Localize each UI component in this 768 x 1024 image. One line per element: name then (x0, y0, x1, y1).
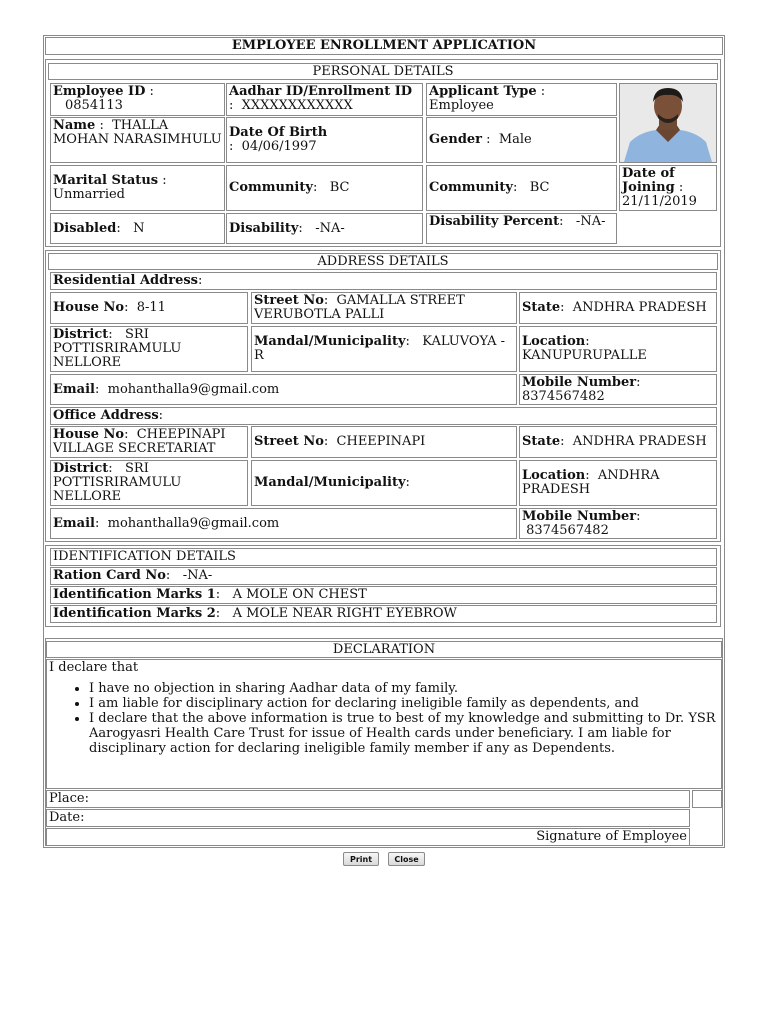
res-email-value: mohanthalla9@gmail.com (107, 381, 280, 397)
off-street-cell: Street No: CHEEPINAPI (251, 426, 517, 458)
employee-id-value: 0854113 (65, 98, 123, 113)
res-location-value: KANUPURUPALLE (522, 348, 647, 363)
name-cell: Name : THALLA MOHAN NARASIMHULU (50, 117, 225, 163)
community-cell: Community: BC (226, 165, 423, 211)
off-mobile-cell: Mobile Number: 8374567482 (519, 508, 717, 539)
declaration-body (46, 659, 722, 789)
disability-value: -NA- (315, 220, 345, 236)
close-button[interactable]: Close (388, 852, 425, 866)
dob-value: 04/06/1997 (241, 139, 317, 154)
employee-photo (619, 83, 717, 163)
place-field: Place: (46, 790, 690, 808)
office-label: Office Address: (50, 407, 717, 425)
mark2-cell: Identification Marks 2: A MOLE NEAR RIGHT EYEBROW (50, 605, 717, 623)
off-email-cell: Email: mohanthalla9@gmail.com (50, 508, 517, 539)
personal-header: PERSONAL DETAILS (48, 63, 718, 80)
declaration-header: DECLARATION (46, 641, 722, 658)
community2-value: BC (529, 180, 550, 195)
off-mobile-value: 8374567482 (526, 522, 609, 538)
off-state-cell: State: ANDHRA PRADESH (519, 426, 717, 458)
print-button[interactable]: Print (343, 852, 379, 866)
off-house-value: CHEEPINAPI VILLAGE SECRETARIAT (53, 427, 226, 456)
off-email-value: mohanthalla9@gmail.com (107, 515, 280, 531)
res-location-cell: Location: KANUPURUPALLE (519, 326, 717, 372)
res-mobile-value: 8374567482 (522, 388, 605, 404)
ration-card-value: -NA- (182, 568, 213, 583)
res-district-cell: District: SRI POTTISRIRAMULU NELLORE (50, 326, 248, 372)
residential-label: Residential Address: (50, 272, 717, 290)
aadhar-value: XXXXXXXXXXXX (241, 98, 353, 113)
declaration-item: • I declare that the above information is true to best of my knowledge and submitting to Dr. YSR Aarogyasri Health Care Trust for issue of Health cards under beneficiary. I am liable for disciplinary action for declaring ineligible family member if any as Dependents. (89, 711, 719, 756)
signature-box (692, 790, 722, 808)
disability-cell: Disability: -NA- (226, 213, 423, 244)
res-mandal-cell: Mandal/Municipality: KALUVOYA - R (251, 326, 517, 372)
off-location-cell: Location: ANDHRA PRADESH (519, 460, 717, 506)
declaration-list (49, 681, 719, 756)
declaration-intro: I declare that (49, 660, 139, 675)
off-street-value: CHEEPINAPI (336, 434, 426, 449)
declaration-item: • I have no objection in sharing Aadhar data of my family. (89, 681, 719, 696)
form-title: EMPLOYEE ENROLLMENT APPLICATION (45, 37, 723, 55)
disability-percent-cell: Disability Percent: -NA- (426, 213, 617, 244)
res-street-value: GAMALLA STREET VERUBOTLA PALLI (254, 293, 465, 322)
res-state-cell: State: ANDHRA PRADESH (519, 292, 717, 324)
off-location-value: ANDHRA PRADESH (522, 468, 660, 497)
res-street-cell: Street No: GAMALLA STREET VERUBOTLA PALLI (251, 292, 517, 324)
off-mandal-cell: Mandal/Municipality: (251, 460, 517, 506)
mark2-value: A MOLE NEAR RIGHT EYEBROW (232, 606, 457, 621)
res-district-value: SRI POTTISRIRAMULU NELLORE (53, 327, 182, 370)
res-house-value: 8-11 (136, 300, 166, 315)
off-district-cell: District: SRI POTTISRIRAMULU NELLORE (50, 460, 248, 506)
name-value: THALLA MOHAN NARASIMHULU (53, 118, 222, 147)
gender-value: Male (498, 132, 532, 147)
ration-card-cell: Ration Card No: -NA- (50, 567, 717, 585)
applicant-type-cell: Applicant Type : Employee (426, 83, 617, 116)
applicant-type-value: Employee (429, 98, 494, 113)
res-house-cell: House No: 8-11 (50, 292, 248, 324)
community-value: BC (329, 180, 350, 195)
employee-id-cell: Employee ID : 0854113 (50, 83, 225, 116)
off-district-value: SRI POTTISRIRAMULU NELLORE (53, 461, 182, 504)
doj-value: 21/11/2019 (622, 194, 697, 209)
marital-value: Unmarried (53, 187, 126, 202)
identification-header: IDENTIFICATION DETAILS (50, 548, 717, 566)
address-header: ADDRESS DETAILS (48, 253, 718, 270)
signature-label: Signature of Employee (46, 828, 690, 846)
off-house-cell: House No: CHEEPINAPI VILLAGE SECRETARIAT (50, 426, 248, 458)
mark1-cell: Identification Marks 1: A MOLE ON CHEST (50, 586, 717, 604)
community2-cell: Community: BC (426, 165, 617, 211)
disability-percent-value: -NA- (575, 214, 606, 229)
declaration-item: • I am liable for disciplinary action for declaring ineligible family as dependents, and (89, 696, 719, 711)
disabled-value: N (133, 220, 145, 236)
off-state-value: ANDHRA PRADESH (572, 434, 707, 449)
marital-cell: Marital Status : Unmarried (50, 165, 225, 211)
doj-cell: Date of Joining : 21/11/2019 (619, 165, 717, 211)
mark1-value: A MOLE ON CHEST (232, 587, 367, 602)
res-mobile-cell: Mobile Number: 8374567482 (519, 374, 717, 405)
res-mandal-value: KALUVOYA - R (254, 334, 506, 363)
aadhar-cell: Aadhar ID/Enrollment ID : XXXXXXXXXXXX (226, 83, 423, 116)
dob-cell: Date Of Birth : 04/06/1997 (226, 117, 423, 163)
res-email-cell: Email: mohanthalla9@gmail.com (50, 374, 517, 405)
disabled-cell: Disabled: N (50, 213, 225, 244)
gender-cell: Gender : Male (426, 117, 617, 163)
res-state-value: ANDHRA PRADESH (572, 300, 707, 315)
date-field: Date: (46, 809, 690, 827)
